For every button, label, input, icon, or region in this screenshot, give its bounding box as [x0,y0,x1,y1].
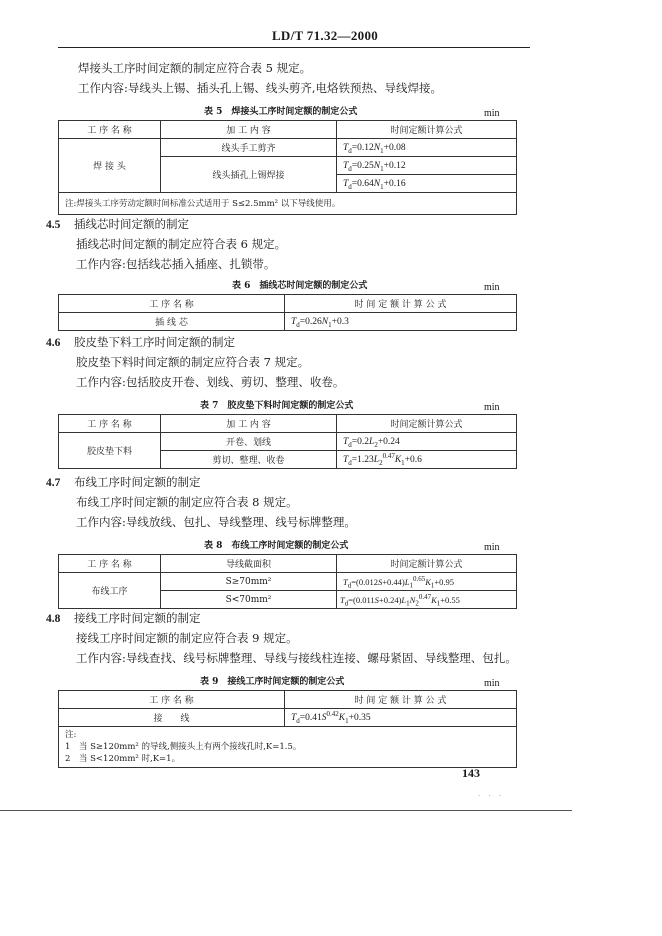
section-title: 接线工序时间定额的制定 [74,611,201,625]
table6-process: 插 线 芯 [59,313,285,331]
table8-caption: 表 8 布线工序时间定额的制定公式 [204,541,349,551]
section-title: 布线工序时间定额的制定 [74,475,201,489]
table7-header-content: 加 工 内 容 [161,415,337,433]
table5-header-process: 工 序 名 称 [59,121,161,139]
table9 [58,690,517,768]
section-4-6-line-2: 工作内容:包括胶皮开卷、划线、剪切、整理、收卷。 [76,375,345,389]
table5-note: 注:焊接头工序劳动定额时间标准公式适用于 S≤2.5mm² 以下导线使用。 [59,193,517,215]
table6-header-formula: 时 间 定 额 计 算 公 式 [285,295,517,313]
table7-formula-2: $T_d=1.23L_2^{0.47}K_1+0.6$ [337,451,517,469]
table6-unit: min [484,282,500,293]
table8-formula-2: $T_d=(0.011S+0.24)L_1N_2^{0.47}K_1+0.55$ [337,591,517,609]
table5-content-2: 线头插孔上锡焊接 [161,157,337,193]
table9-header-formula: 时 间 定 额 计 算 公 式 [285,691,517,709]
table5-header-formula: 时间定额计算公式 [337,121,517,139]
table5-header-content: 加 工 内 容 [161,121,337,139]
table8 [58,554,517,609]
table8-content-1: S≥70mm² [161,573,337,591]
table8-header-process: 工 序 名 称 [59,555,161,573]
table5-unit: min [484,108,500,119]
page-number: 143 [462,766,480,780]
section-title: 胶皮垫下料工序时间定额的制定 [74,335,235,349]
table7-header-process: 工 序 名 称 [59,415,161,433]
table9-process: 接 线 [59,709,285,727]
table7-caption: 表 7 胶皮垫下料时间定额的制定公式 [200,401,354,411]
table8-process: 布线工序 [59,573,161,609]
section-4-7-heading [46,474,201,491]
section-number: 4.5 [46,219,61,231]
section-4-7-line-1: 布线工序时间定额的制定应符合表 8 规定。 [76,495,298,509]
section-4-5-heading [46,216,189,233]
table9-note-2: 2 当 S<120mm² 时,K=1。 [65,754,181,764]
table5-formula-3: $T_d=0.64N_1+0.16$ [337,175,517,193]
table9-header-process: 工 序 名 称 [59,691,285,709]
scan-specks: · · · [478,792,505,800]
section-title: 插线芯时间定额的制定 [74,217,189,231]
table7-formula-1: $T_d=0.2L_2+0.24$ [337,433,517,451]
table8-content-2: S<70mm² [161,591,337,609]
intro-line-2: 工作内容:导线头上锡、插头孔上锡、线头剪齐,电烙铁预热、导线焊接。 [78,81,443,95]
section-4-8-line-2: 工作内容:导线查找、线号标牌整理、导线与接线柱连接、螺母紧固、导线整理、包扎。 [76,651,517,665]
section-number: 4.8 [46,613,61,625]
table9-unit: min [484,678,500,689]
header-rule [58,47,530,48]
table8-header-content: 导线截面积 [161,555,337,573]
section-number: 4.6 [46,337,61,349]
section-4-6-heading [46,334,235,351]
table6-caption: 表 6 插线芯时间定额的制定公式 [232,281,368,291]
standard-code: LD/T 71.32—2000 [271,28,379,43]
table8-unit: min [484,542,500,553]
table8-header-formula: 时间定额计算公式 [337,555,517,573]
section-4-8-line-1: 接线工序时间定额的制定应符合表 9 规定。 [76,631,298,645]
table7-content-1: 开卷、划线 [161,433,337,451]
table6-formula: $T_d=0.26N_1+0.3$ [285,313,517,331]
bottom-rule [0,810,572,811]
table5 [58,120,517,215]
section-4-5-line-1: 插线芯时间定额的制定应符合表 6 规定。 [76,237,287,251]
table9-note [59,727,517,768]
section-4-8-heading [46,610,201,627]
table9-formula: $T_d=0.41S^{0.42}K_1+0.35$ [285,709,517,727]
section-4-7-line-2: 工作内容:导线放线、包扎、导线整理、线号标牌整理。 [76,515,356,529]
section-number: 4.7 [46,477,61,489]
table9-note-label: 注: [65,730,77,740]
table9-note-1: 1 当 S≥120mm² 的导线,侧接头上有两个接线孔时,K=1.5。 [65,742,302,752]
table5-process: 焊 接 头 [59,139,161,193]
table7-unit: min [484,402,500,413]
table5-formula-2: $T_d=0.25N_1+0.12$ [337,157,517,175]
table7 [58,414,517,469]
table7-process: 胶皮垫下料 [59,433,161,469]
table5-formula-1: $T_d=0.12N_1+0.08$ [337,139,517,157]
table6-header-process: 工 序 名 称 [59,295,285,313]
intro-line-1: 焊接头工序时间定额的制定应符合表 5 规定。 [78,61,312,75]
table7-header-formula: 时间定额计算公式 [337,415,517,433]
table6 [58,294,517,331]
table5-caption: 表 5 焊接头工序时间定额的制定公式 [204,107,358,117]
section-4-6-line-1: 胶皮垫下料时间定额的制定应符合表 7 规定。 [76,355,310,369]
section-4-5-line-2: 工作内容:包括线芯插入插座、扎锁带。 [76,257,276,271]
table9-caption: 表 9 接线工序时间定额的制定公式 [200,677,345,687]
table7-content-2: 剪切、整理、收卷 [161,451,337,469]
table5-content-1: 线头手工剪齐 [161,139,337,157]
table8-formula-1: $T_d=(0.012S+0.44)L_1^{0.65}K_1+0.95$ [337,573,517,591]
